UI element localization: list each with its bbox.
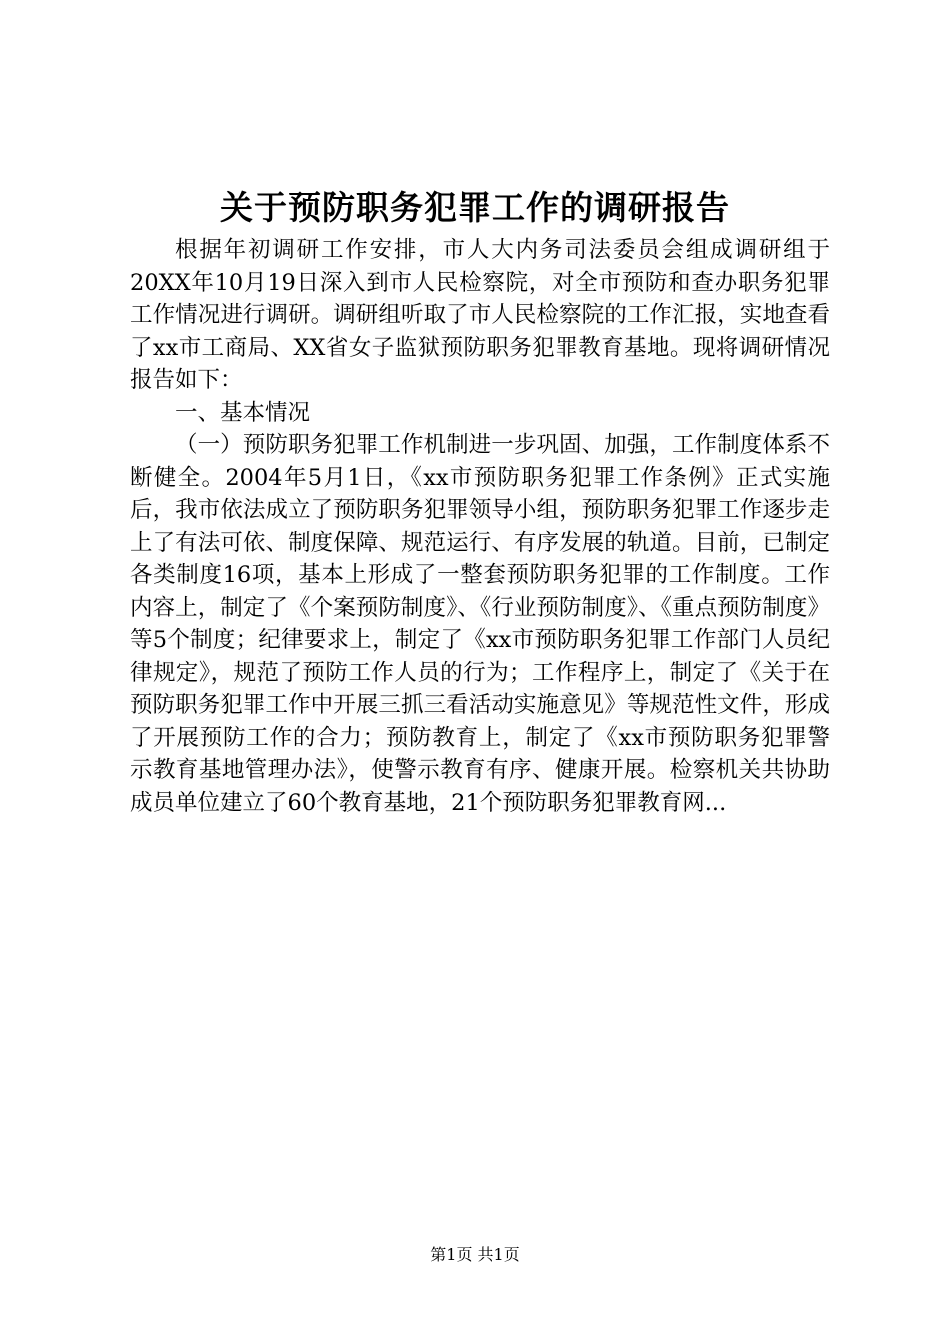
page-number-footer: 第1页 共1页 [430, 1245, 520, 1264]
paragraph-intro: 根据年初调研工作安排，市人大内务司法委员会组成调研组于20XX年10月19日深入到市人民检察院，对全市预防和查办职务犯罪工作情况进行调研。调研组听取了市人民检察院的工作汇报，实地查看了xx市工商局、XX省女子监狱预防职务犯罪教育基地。现将调研情况报告如下： [130, 237, 830, 393]
document-body [130, 234, 830, 819]
section-heading-basic-situation: 一、基本情况 [175, 399, 311, 426]
paragraph-section-one: （一）预防职务犯罪工作机制进一步巩固、加强，工作制度体系不断健全。2004年5月1日，《xx市预防职务犯罪工作条例》正式实施后，我市依法成立了预防职务犯罪领导小组，预防职务犯罪工作逐步走上了有法可依、制度保障、规范运行、有序发展的轨道。目前，已制定各类制度16项，基本上形成了一整套预防职务犯罪的工作制度。工作内容上，制定了《个案预防制度》、《行业预防制度》、《重点预防制度》等5个制度；纪律要求上，制定了《xx市预防职务犯罪工作部门人员纪律规定》，规范了预防工作人员的行为；工作程序上，制定了《关于在预防职务犯罪工作中开展三抓三看活动实施意见》等规范性文件，形成了开展预防工作的合力；预防教育上，制定了《xx市预防职务犯罪警示教育基地管理办法》，使警示教育有序、健康开展。检察机关共协助成员单位建立了60个教育基地，21个预防职务犯罪教育网... [130, 432, 830, 816]
document-title: 关于预防职务犯罪工作的调研报告 [220, 188, 730, 227]
